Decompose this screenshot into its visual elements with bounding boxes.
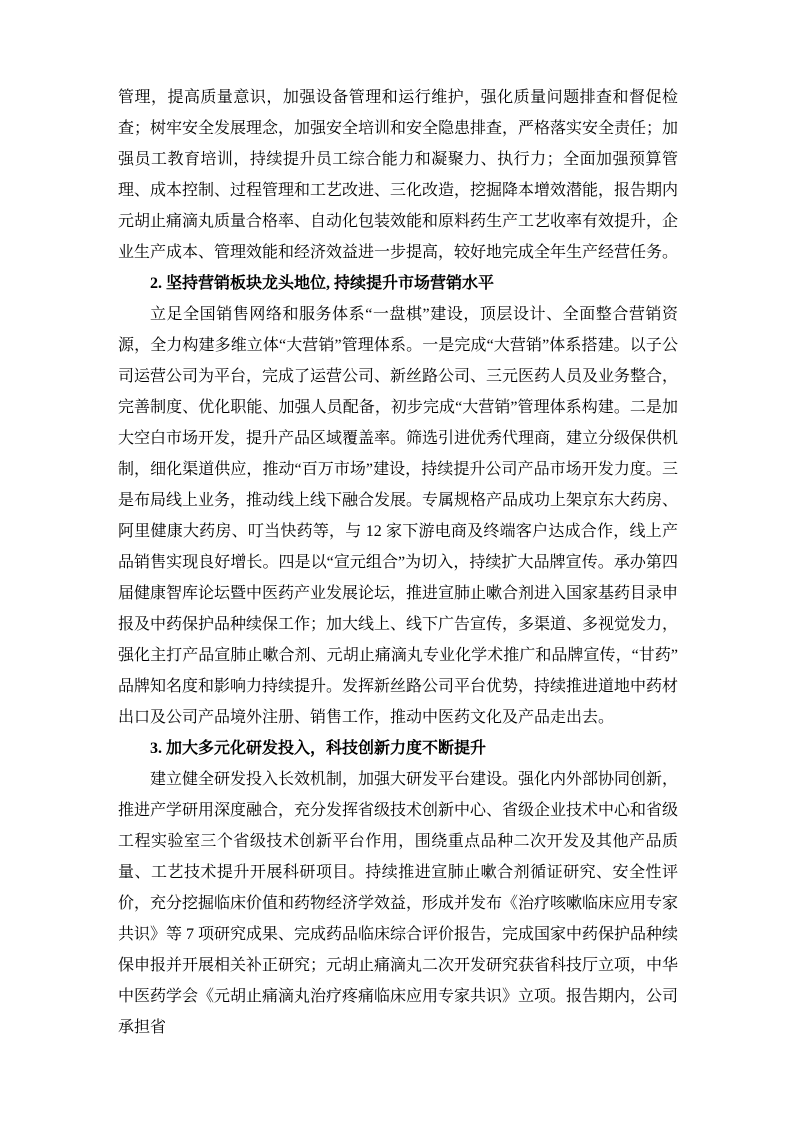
section-heading-2-marketing: 2. 坚持营销板块龙头地位, 持续提升市场营销水平 — [150, 275, 495, 292]
page-content — [118, 82, 678, 1043]
paragraph-production-management: 管理，提高质量意识，加强设备管理和运行维护，强化质量问题排查和督促检查；树牢安全发展理念，加强安全培训和安全隐患排查，严格落实安全责任；加强员工教育培训，持续提升员工综合能力和凝聚力、执行力；全面加强预算管理、成本控制、过程管理和工艺改进、三化改造，挖掘降本增效潜能，报告期内元胡止痛滴丸质量合格率、自动化包装效能和原料药生产工艺收率有效提升，企业生产成本、管理效能和经济效益进一步提高，较好地完成全年生产经营任务。 — [118, 89, 679, 261]
paragraph-rd-innovation: 建立健全研发投入长效机制，加强大研发平台建设。强化内外部协同创新，推进产学研用深度融合，充分发挥省级技术创新中心、省级企业技术中心和省级工程实验室三个省级技术创新平台作用，围绕重点品种二次开发及其他产品质量、工艺技术提升开展科研项目。持续推进宣肺止嗽合剂循证研究、安全性评价，充分挖掘临床价值和药物经济学效益，形成并发布《治疗咳嗽临床应用专家共识》等 7 项研究成果、完成药品临床综合评价报告，完成国家中药保护品种续保申报并开展相关补正研究；元胡止痛滴丸二次开发研究获省科技厅立项，中华中医药学会《元胡止痛滴丸治疗疼痛临床应用专家共识》立项。报告期内，公司承担省 — [118, 771, 679, 1036]
section-heading-3-rd-investment: 3. 加大多元化研发投入，科技创新力度不断提升 — [150, 740, 487, 757]
paragraph-marketing-system: 立足全国销售网络和服务体系“一盘棋”建设，顶层设计、全面整合营销资源，全力构建多维立体“大营销”管理体系。一是完成“大营销”体系搭建。以子公司运营公司为平台，完成了运营公司、新丝路公司、三元医药人员及业务整合，完善制度、优化职能、加强人员配备，初步完成“大营销”管理体系构建。二是加大空白市场开发，提升产品区域覆盖率。筛选引进优秀代理商，建立分级保供机制，细化渠道供应，推动“百万市场”建设，持续提升公司产品市场开发力度。三是布局线上业务，推动线上线下融合发展。专属规格产品成功上架京东大药房、阿里健康大药房、叮当快药等，与 12 家下游电商及终端客户达成合作，线上产品销售实现良好增长。四是以“宣元组合”为切入，持续扩大品牌宣传。承办第四届健康智库论坛暨中医药产业发展论坛，推进宣肺止嗽合剂进入国家基药目录申报及中药保护品种续保工作；加大线上、线下广告宣传，多渠道、多视觉发力，强化主打产品宣肺止嗽合剂、元胡止痛滴丸专业化学术推广和品牌宣传，“甘药”品牌知名度和影响力持续提升。发挥新丝路公司平台优势，持续推进道地中药材出口及公司产品境外注册、销售工作，推动中医药文化及产品走出去。 — [118, 306, 679, 726]
